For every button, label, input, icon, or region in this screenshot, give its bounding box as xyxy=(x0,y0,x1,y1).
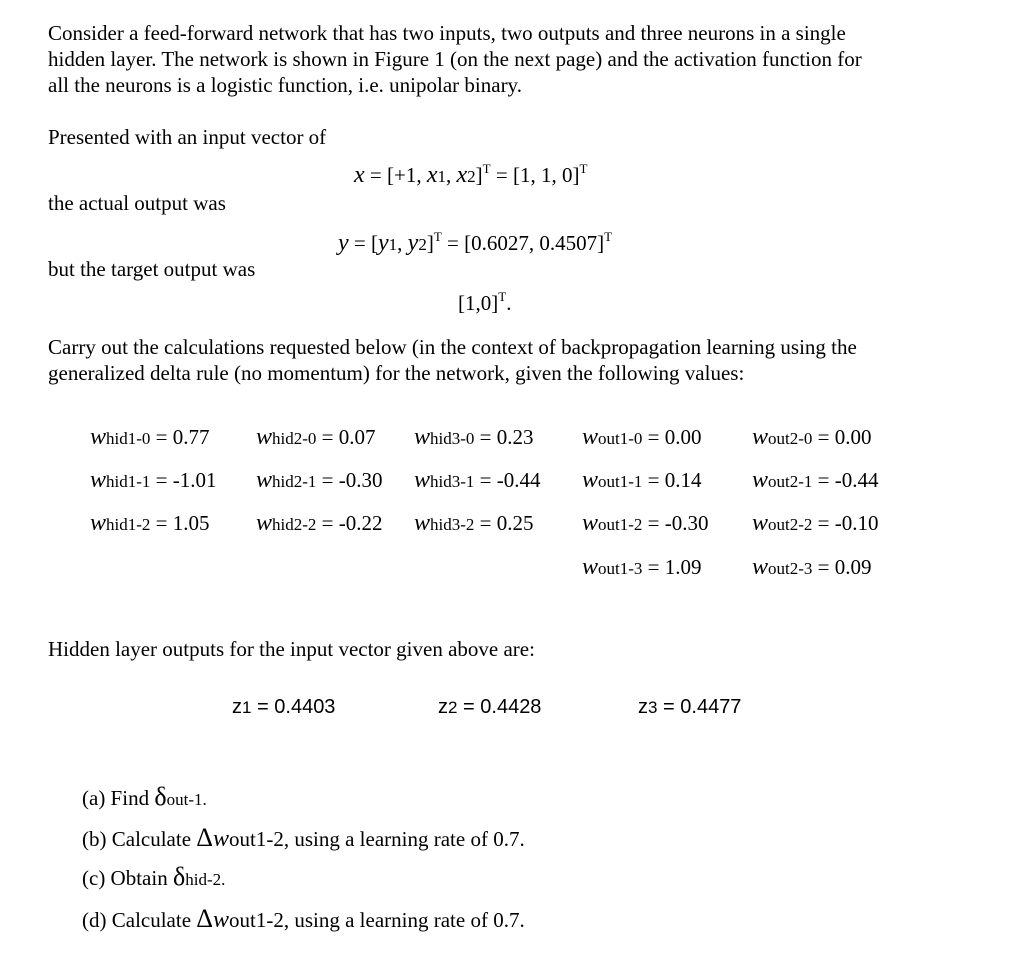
weight-hid1-2: whid1-2 = 1.05 xyxy=(90,510,210,536)
hidden-output-z3: z3 = 0.4477 xyxy=(638,696,742,718)
weight-hid2-2: whid2-2 = -0.22 xyxy=(256,510,383,536)
weight-hid2-0: whid2-0 = 0.07 xyxy=(256,424,376,450)
weight-out2-0: wout2-0 = 0.00 xyxy=(752,424,872,450)
weight-out1-0: wout1-0 = 0.00 xyxy=(582,424,702,450)
intro-line-2: hidden layer. The network is shown in Figure 1 (on the next page) and the activation function for xyxy=(48,47,862,71)
hidden-label: Hidden layer outputs for the input vector given above are: xyxy=(48,637,535,661)
weight-out2-2: wout2-2 = -0.10 xyxy=(752,510,879,536)
target-equation: $[1,0]^T$. xyxy=(458,289,512,315)
question-c: (c) Obtain δhid-2. xyxy=(82,862,226,891)
weight-hid1-0: whid1-0 = 0.77 xyxy=(90,424,210,450)
presented-label: Presented with an input vector of xyxy=(48,125,327,149)
carry-line-1: Carry out the calculations requested below (in the context of backpropagation learning using the xyxy=(48,335,857,359)
actual-label: the actual output was xyxy=(48,191,226,215)
target-label: but the target output was xyxy=(48,257,256,281)
weight-out2-3: wout2-3 = 0.09 xyxy=(752,554,872,580)
weight-out2-1: wout2-1 = -0.44 xyxy=(752,467,879,493)
weight-hid3-2: whid3-2 = 0.25 xyxy=(414,510,534,536)
weight-hid2-1: whid2-1 = -0.30 xyxy=(256,467,383,493)
intro-line-1: Consider a feed-forward network that has two inputs, two outputs and three neurons in a single xyxy=(48,21,846,45)
weight-out1-3: wout1-3 = 1.09 xyxy=(582,554,702,580)
carry-line-2: generalized delta rule (no momentum) for the network, given the following values: xyxy=(48,361,745,385)
intro-line-3: all the neurons is a logistic function, i.e. unipolar binary. xyxy=(48,73,522,97)
input-equation: x = [+1, x1, x2]$^T$ = [1, 1, 0]$^T$ xyxy=(354,161,588,188)
question-d: (d) Calculate Δwout1-2, using a learning rate of 0.7. xyxy=(82,904,525,933)
hidden-output-z2: z2 = 0.4428 xyxy=(438,696,542,718)
weight-out1-1: wout1-1 = 0.14 xyxy=(582,467,702,493)
weight-out1-2: wout1-2 = -0.30 xyxy=(582,510,709,536)
hidden-output-z1: z1 = 0.4403 xyxy=(232,696,336,718)
weight-hid3-0: whid3-0 = 0.23 xyxy=(414,424,534,450)
weight-hid1-1: whid1-1 = -1.01 xyxy=(90,467,217,493)
output-equation: y = [y1, y2]$^T$ = [0.6027, 0.4507]$^T$ xyxy=(338,229,613,256)
question-a: (a) Find δout-1. xyxy=(82,782,207,811)
weight-hid3-1: whid3-1 = -0.44 xyxy=(414,467,541,493)
question-b: (b) Calculate Δwout1-2, using a learning rate of 0.7. xyxy=(82,823,525,852)
